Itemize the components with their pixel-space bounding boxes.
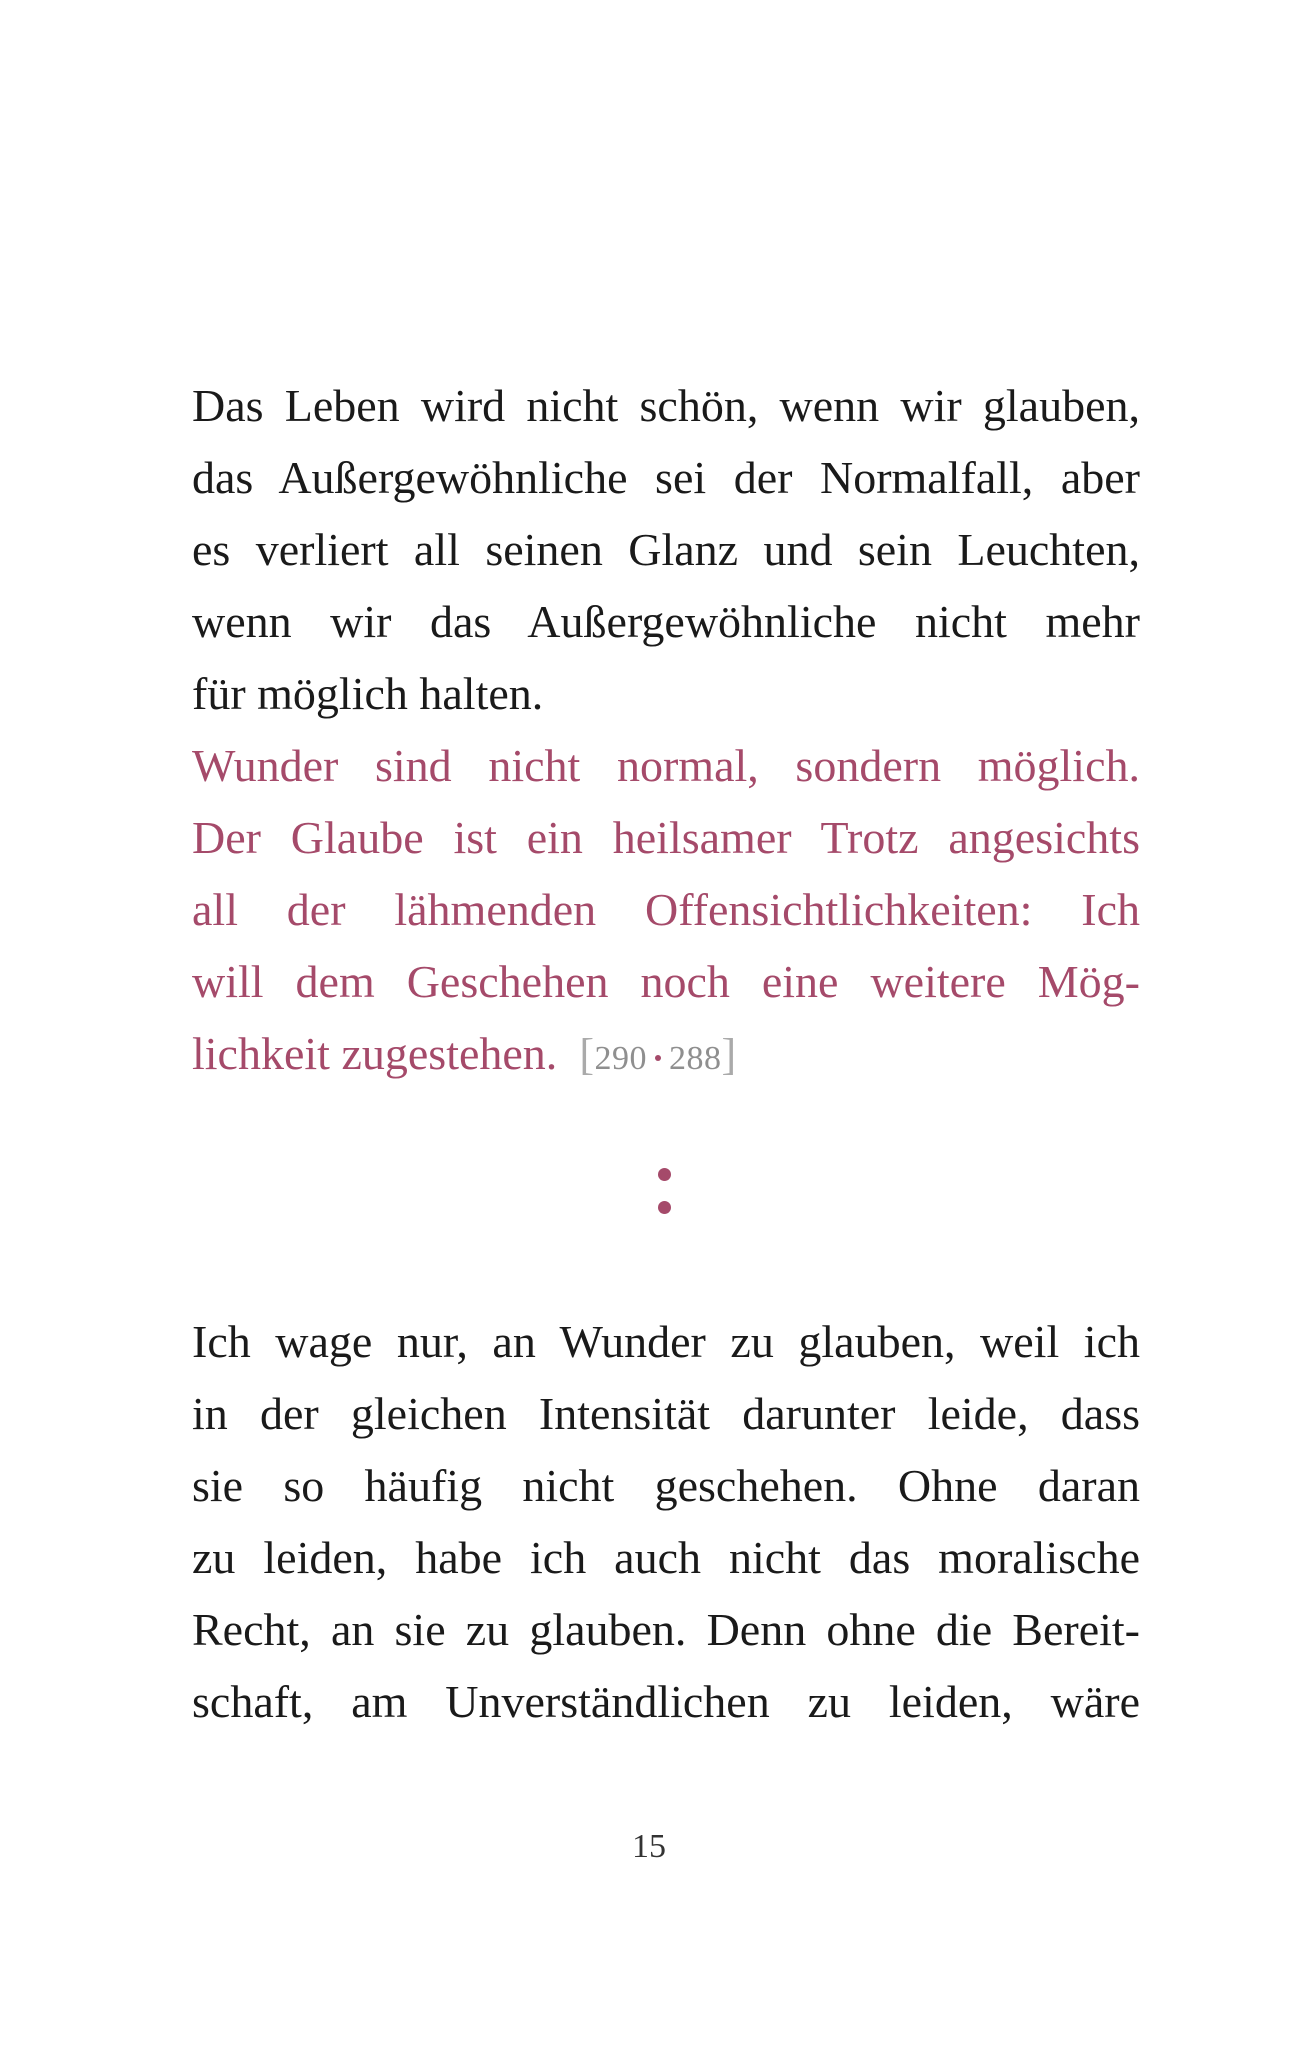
text-line: es verliert all seinen Glanz und sein Leuchten, xyxy=(192,524,1140,575)
quote-line-text: lichkeit zugestehen. xyxy=(192,1028,558,1079)
paragraph-intro xyxy=(192,370,1140,1090)
quote-line: Der Glaube ist ein heilsamer Trotz angesichts xyxy=(192,812,1140,863)
reference-first-number: 290 xyxy=(594,1040,647,1077)
paragraph-main xyxy=(192,1306,1140,1738)
cross-reference xyxy=(579,1030,737,1079)
reference-dot-icon xyxy=(655,1055,661,1061)
text-line: in der gleichen Intensität darunter leide, dass xyxy=(192,1388,1140,1439)
text-line: Ich wage nur, an Wunder zu glauben, weil ich xyxy=(192,1316,1140,1367)
quote-line: will dem Geschehen noch eine weitere Mög- xyxy=(192,956,1140,1007)
text-line: sie so häufig nicht geschehen. Ohne daran xyxy=(192,1460,1140,1511)
reference-close-bracket: ] xyxy=(721,1030,737,1079)
separator-dot-icon xyxy=(658,1168,671,1181)
text-line: für möglich halten. xyxy=(192,668,544,719)
reference-second-number: 288 xyxy=(668,1040,722,1077)
reference-open-bracket: [ xyxy=(579,1030,595,1079)
text-line: das Außergewöhnliche sei der Normalfall, aber xyxy=(192,452,1140,503)
quote-line: Wunder sind nicht normal, sondern möglich. xyxy=(192,740,1140,791)
text-line: Recht, an sie zu glauben. Denn ohne die Bereit- xyxy=(192,1604,1140,1655)
separator-dot-icon xyxy=(658,1201,671,1214)
text-line: zu leiden, habe ich auch nicht das moralische xyxy=(192,1532,1140,1583)
text-line: wenn wir das Außergewöhnliche nicht mehr xyxy=(192,596,1140,647)
quote-line: all der lähmenden Offensichtlichkeiten: Ich xyxy=(192,884,1140,935)
section-separator-icon xyxy=(658,1168,672,1216)
page-number: 15 xyxy=(632,1828,666,1865)
text-line: schaft, am Unverständlichen zu leiden, wäre xyxy=(192,1676,1140,1727)
quote-last-line xyxy=(192,1018,1140,1090)
text-line: Das Leben wird nicht schön, wenn wir glauben, xyxy=(192,380,1140,431)
